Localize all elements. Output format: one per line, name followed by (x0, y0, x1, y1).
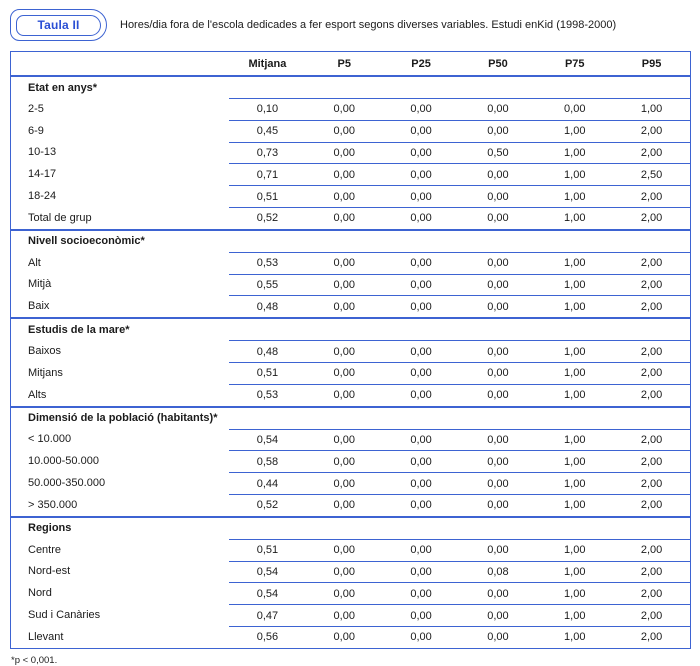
row-label: Alt (28, 256, 41, 269)
table-row (11, 429, 690, 451)
table-row (11, 561, 690, 583)
table-row (11, 274, 690, 296)
table-cell: 1,00 (640, 103, 663, 116)
row-label: 6-9 (28, 124, 44, 137)
table-cell: 2,00 (640, 499, 663, 512)
table-cell: 2,00 (640, 565, 663, 578)
table-cell: 0,00 (487, 631, 509, 644)
table-cell: 0,00 (333, 389, 355, 402)
row-values (229, 98, 690, 120)
table-cell: 0,00 (487, 455, 509, 468)
table-badge-label: Taula II (37, 18, 80, 32)
table-cell: 1,00 (564, 212, 586, 225)
table-cell: 2,00 (640, 609, 663, 622)
table-cell: 1,00 (564, 389, 586, 402)
row-values (229, 582, 690, 604)
table-cell: 0,73 (256, 146, 279, 159)
table-body (11, 75, 690, 648)
table-cell: 0,52 (256, 212, 279, 225)
table-section (11, 406, 690, 516)
table-row (11, 252, 690, 274)
table-cell: 0,00 (333, 146, 355, 159)
row-label: Centre (28, 543, 62, 556)
table-cell: 0,00 (333, 565, 355, 578)
row-label: 10.000-50.000 (28, 455, 99, 468)
table-cell: 0,00 (410, 212, 432, 225)
row-values (229, 142, 690, 164)
section-title: Nivell socioeconòmic* (28, 235, 145, 248)
table-cell: 0,00 (410, 125, 432, 138)
table-cell: 0,00 (410, 587, 432, 600)
table-cell: 0,54 (256, 565, 279, 578)
table-cell: 0,00 (410, 433, 432, 446)
table-cell: 0,51 (256, 190, 279, 203)
table-cell: 1,00 (564, 300, 586, 313)
row-label: 2-5 (28, 102, 44, 115)
row-label: Total de grup (28, 211, 92, 224)
table-cell: 0,00 (410, 168, 432, 181)
table-cell: 1,00 (564, 565, 586, 578)
table-section (11, 317, 690, 405)
row-values (229, 163, 690, 185)
table-cell: 2,00 (640, 300, 663, 313)
table-cell: 0,00 (410, 103, 432, 116)
table-cell: 1,00 (564, 278, 586, 291)
row-label: Nord (28, 587, 52, 600)
row-values (229, 252, 690, 274)
table-cell: 0,00 (333, 544, 355, 557)
table-cell: 0,00 (410, 609, 432, 622)
column-header-p50: P50 (488, 57, 508, 70)
table-row (11, 295, 690, 317)
table-cell: 0,44 (256, 477, 279, 490)
table-cell: 0,00 (333, 125, 355, 138)
table-cell: 1,00 (564, 631, 586, 644)
table-row (11, 472, 690, 494)
table-row (11, 207, 690, 229)
row-label: Alts (28, 388, 47, 401)
table-cell: 0,00 (487, 389, 509, 402)
table-cell: 0,00 (410, 565, 432, 578)
table-cell: 0,10 (256, 103, 279, 116)
table-cell: 0,56 (256, 631, 279, 644)
table-cell: 0,00 (333, 278, 355, 291)
table-row (11, 582, 690, 604)
table-cell: 0,55 (256, 278, 279, 291)
table-row (11, 604, 690, 626)
table-cell: 2,00 (640, 587, 663, 600)
row-values (229, 626, 690, 648)
table-cell: 0,00 (487, 125, 509, 138)
table-cell: 0,00 (410, 544, 432, 557)
row-values (229, 340, 690, 362)
table-cell: 0,00 (487, 609, 509, 622)
row-label: Nord-est (28, 565, 71, 578)
table-cell: 0,00 (333, 587, 355, 600)
table-cell: 2,50 (640, 168, 663, 181)
table-row (11, 340, 690, 362)
table-cell: 0,00 (333, 499, 355, 512)
table-cell: 0,00 (487, 103, 509, 116)
table-cell: 0,00 (333, 345, 355, 358)
column-header-p75: P75 (564, 57, 585, 70)
table-cell: 2,00 (640, 212, 663, 225)
table-cell: 1,00 (564, 455, 586, 468)
table-cell: 2,00 (640, 455, 663, 468)
table-row (11, 163, 690, 185)
table-cell: 0,00 (487, 345, 509, 358)
table-cell: 1,00 (564, 587, 586, 600)
row-label: Baixos (28, 345, 62, 358)
table-row (11, 494, 690, 516)
table-row (11, 384, 690, 406)
table-cell: 1,00 (564, 499, 586, 512)
table-cell: 0,50 (487, 146, 509, 159)
table-cell: 0,54 (256, 587, 279, 600)
table-cell: 0,00 (333, 103, 355, 116)
table-section (11, 516, 690, 648)
table-cell: 1,00 (564, 433, 586, 446)
table-caption-bar (0, 0, 700, 44)
table-cell: 0,47 (256, 609, 279, 622)
table-row (11, 450, 690, 472)
table-cell: 0,00 (333, 433, 355, 446)
column-header-p95: P95 (641, 57, 662, 70)
row-values (229, 429, 690, 451)
table-cell: 0,48 (256, 345, 279, 358)
table-footnote: *p < 0,001. (11, 654, 58, 666)
data-table (10, 51, 691, 649)
table-cell: 1,00 (564, 477, 586, 490)
table-cell: 1,00 (564, 367, 586, 380)
table-cell: 0,00 (487, 433, 509, 446)
table-cell: 0,00 (487, 587, 509, 600)
table-cell: 1,00 (564, 609, 586, 622)
table-title: Hores/dia fora de l'escola dedicades a fer esport segons diverses variables. Estudi enKid (1998-2000) (120, 19, 617, 31)
row-values (229, 185, 690, 207)
table-row (11, 142, 690, 164)
table-cell: 0,53 (256, 389, 279, 402)
table-cell: 2,00 (640, 433, 663, 446)
table-cell: 0,00 (333, 367, 355, 380)
table-cell: 0,00 (410, 455, 432, 468)
table-cell: 0,52 (256, 499, 279, 512)
table-cell: 0,00 (333, 257, 355, 270)
table-cell: 0,00 (410, 367, 432, 380)
table-cell: 0,00 (333, 190, 355, 203)
table-row (11, 539, 690, 561)
row-values (229, 561, 690, 583)
table-cell: 2,00 (640, 257, 663, 270)
row-label: Mitjans (28, 366, 63, 379)
table-cell: 0,00 (487, 212, 509, 225)
table-cell: 0,53 (256, 257, 279, 270)
table-cell: 2,00 (640, 389, 663, 402)
table-cell: 2,00 (640, 367, 663, 380)
table-cell: 0,00 (410, 499, 432, 512)
row-values (229, 274, 690, 296)
row-label: < 10.000 (28, 433, 72, 446)
table-cell: 0,48 (256, 300, 279, 313)
row-values (229, 472, 690, 494)
table-cell: 0,00 (410, 190, 432, 203)
table-cell: 2,00 (640, 278, 663, 291)
column-header-p25: P25 (411, 57, 431, 70)
table-row (11, 120, 690, 142)
table-badge (10, 9, 107, 41)
table-cell: 1,00 (564, 257, 586, 270)
table-cell: 0,00 (410, 345, 432, 358)
table-cell: 0,00 (410, 477, 432, 490)
table-cell: 2,00 (640, 125, 663, 138)
table-cell: 0,08 (487, 565, 509, 578)
row-label: Sud i Canàries (28, 609, 101, 622)
table-cell: 0,00 (410, 257, 432, 270)
table-row (11, 185, 690, 207)
table-cell: 0,00 (487, 499, 509, 512)
row-values (229, 362, 690, 384)
row-label: Baix (28, 300, 50, 313)
table-cell: 0,00 (410, 146, 432, 159)
table-row (11, 626, 690, 648)
table-cell: 0,51 (256, 367, 279, 380)
table-cell: 1,00 (564, 544, 586, 557)
section-title: Etat en anys* (28, 81, 98, 94)
table-cell: 0,00 (333, 609, 355, 622)
table-cell: 0,00 (487, 477, 509, 490)
column-header-mitjana: Mitjana (248, 57, 287, 70)
section-title: Regions (28, 522, 72, 535)
table-row (11, 362, 690, 384)
row-label: 50.000-350.000 (28, 477, 106, 490)
row-values (229, 295, 690, 317)
table-cell: 0,00 (487, 544, 509, 557)
table-cell: 2,00 (640, 190, 663, 203)
table-cell: 0,71 (256, 168, 279, 181)
row-label: Llevant (28, 630, 64, 643)
table-cell: 0,00 (487, 257, 509, 270)
table-cell: 0,51 (256, 544, 279, 557)
table-badge-inner (16, 15, 101, 36)
table-cell: 0,00 (333, 477, 355, 490)
row-values (229, 450, 690, 472)
table-cell: 0,00 (333, 300, 355, 313)
table-cell: 0,00 (333, 631, 355, 644)
table-cell: 0,00 (333, 212, 355, 225)
row-values (229, 207, 690, 229)
table-cell: 0,00 (487, 367, 509, 380)
table-cell: 2,00 (640, 345, 663, 358)
table-cell: 0,00 (487, 168, 509, 181)
table-cell: 0,54 (256, 433, 279, 446)
table-cell: 0,00 (410, 278, 432, 291)
column-header-p5: P5 (337, 57, 351, 70)
table-cell: 0,45 (256, 125, 279, 138)
table-row (11, 98, 690, 120)
table-cell: 0,00 (333, 455, 355, 468)
table-section (11, 229, 690, 317)
table-cell: 2,00 (640, 631, 663, 644)
table-cell: 2,00 (640, 477, 663, 490)
row-label: Mitjà (28, 278, 52, 291)
column-header-row (11, 52, 690, 75)
table-cell: 0,00 (410, 389, 432, 402)
section-title: Dimensió de la població (habitants)* (28, 412, 218, 425)
row-values (229, 120, 690, 142)
table-cell: 0,58 (256, 455, 279, 468)
row-label: > 350.000 (28, 498, 78, 511)
table-cell: 2,00 (640, 146, 663, 159)
table-cell: 1,00 (564, 125, 586, 138)
row-label: 14-17 (28, 168, 57, 181)
table-cell: 2,00 (640, 544, 663, 557)
row-values (229, 539, 690, 561)
table-cell: 0,00 (333, 168, 355, 181)
table-section (11, 75, 690, 229)
table-cell: 0,00 (487, 190, 509, 203)
section-title: Estudis de la mare* (28, 323, 130, 336)
table-cell: 1,00 (564, 345, 586, 358)
table-cell: 1,00 (564, 146, 586, 159)
row-values (229, 604, 690, 626)
table-cell: 0,00 (487, 278, 509, 291)
table-cell: 0,00 (487, 300, 509, 313)
row-values (229, 494, 690, 516)
table-cell: 1,00 (564, 190, 586, 203)
table-cell: 1,00 (564, 168, 586, 181)
table-cell: 0,00 (410, 300, 432, 313)
row-values (229, 384, 690, 406)
table-cell: 0,00 (564, 103, 586, 116)
row-label: 18-24 (28, 190, 57, 203)
row-label: 10-13 (28, 146, 57, 159)
table-cell: 0,00 (410, 631, 432, 644)
